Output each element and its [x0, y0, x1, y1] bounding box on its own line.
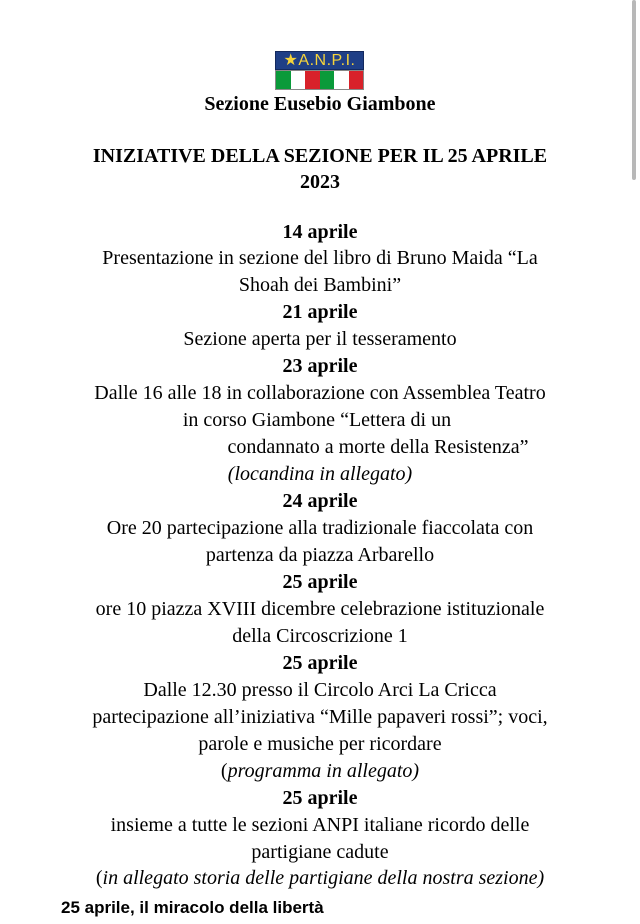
page-title-line-2: 2023 [300, 171, 340, 193]
footer-heading: 25 aprile, il miracolo della libertà [61, 898, 324, 917]
event-note: (locandina in allegato) [227, 463, 413, 485]
event-text: Presentazione in sezione del libro di Bruno Maida “La [102, 247, 538, 269]
event-date: 23 aprile [282, 355, 358, 377]
event-text: partenza da piazza Arbarello [205, 544, 435, 566]
anpi-logo-text: ★A.N.P.I. [275, 51, 364, 70]
scrollbar[interactable] [632, 0, 636, 180]
event-note-text: in allegato storia delle partigiane della nostra sezione) [102, 867, 545, 889]
event-text: Dalle 16 alle 18 in collaborazione con Assemblea Teatro [94, 382, 546, 404]
event-text: in corso Giambone “Lettera di un [182, 409, 452, 431]
event-note [0, 758, 640, 784]
event-note-paren: ( [220, 760, 228, 782]
event-date: 14 aprile [282, 221, 358, 243]
event-date: 25 aprile [282, 652, 358, 674]
event-text: partecipazione all’iniziativa “Mille papaveri rossi”; voci, [92, 706, 548, 728]
page-title-line-1: INIZIATIVE DELLA SEZIONE PER IL 25 APRILE [92, 145, 548, 167]
event-text: Sezione aperta per il tesseramento [183, 328, 457, 350]
event-text: Dalle 12.30 presso il Circolo Arci La Cricca [143, 679, 497, 701]
event-text: partigiane cadute [251, 841, 389, 863]
event-text: della Circoscrizione 1 [232, 625, 408, 647]
event-date: 24 aprile [282, 490, 358, 512]
section-name: Sezione Eusebio Giambone [204, 93, 436, 115]
event-note-paren: ( [95, 867, 103, 889]
event-note-text: programma in allegato) [227, 760, 420, 782]
event-text: Ore 20 partecipazione alla tradizionale fiaccolata con [106, 517, 534, 539]
event-text: Shoah dei Bambini” [238, 274, 402, 296]
event-text: parole e musiche per ricordare [198, 733, 442, 755]
event-date: 21 aprile [282, 301, 358, 323]
event-text: condannato a morte della Resistenza” [227, 436, 529, 458]
anpi-logo [275, 51, 364, 90]
event-text: insieme a tutte le sezioni ANPI italiane ricordo delle [110, 814, 530, 836]
event-date: 25 aprile [282, 571, 358, 593]
event-date: 25 aprile [282, 787, 358, 809]
event-note [0, 865, 640, 891]
italian-flag-icon [275, 70, 364, 90]
event-text: ore 10 piazza XVIII dicembre celebrazione istituzionale [95, 598, 545, 620]
